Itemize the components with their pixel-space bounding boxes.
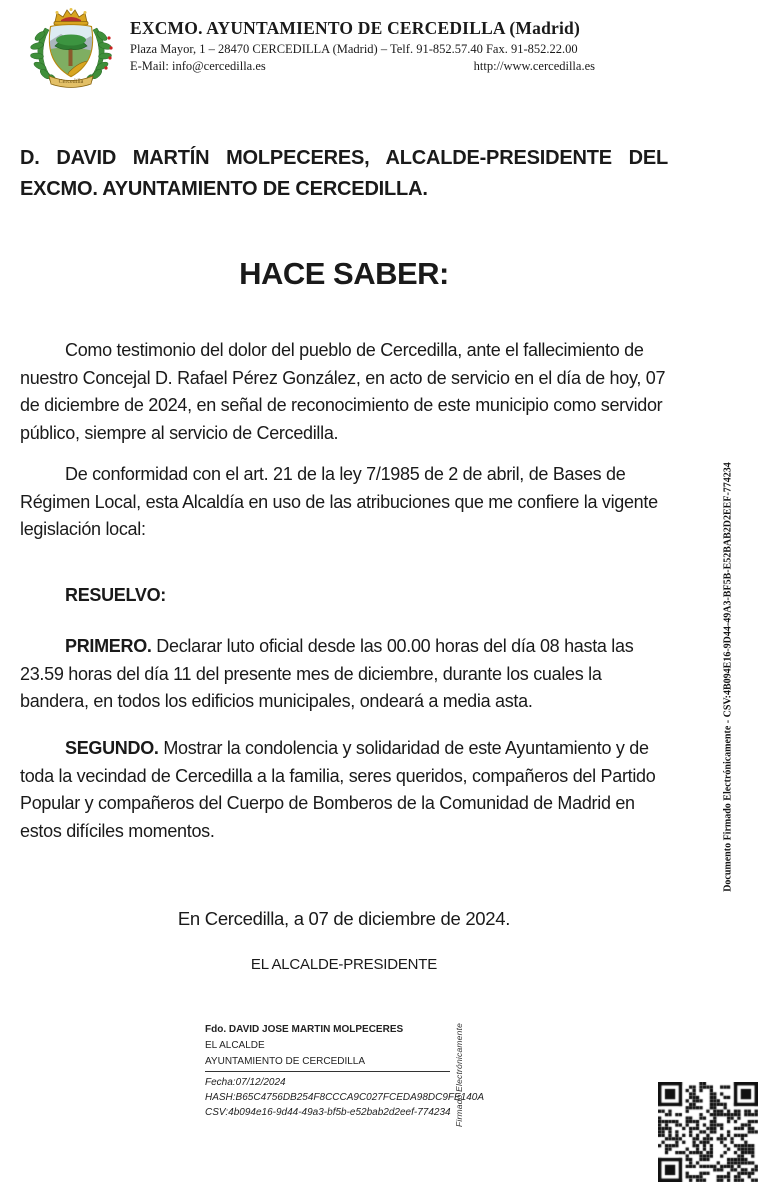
paragraph-testimonio: Como testimonio del dolor del pueblo de Cercedilla, ante el fallecimiento de nuestro Concejal D. Rafael Pérez González, en acto de servicio en el día de hoy, 07 de diciembre de 2024, en señal de reconocimiento de este municipio como servidor público, siempre al servicio de Cercedilla. [20, 340, 666, 443]
primero-label: PRIMERO. [65, 636, 152, 656]
crown-icon [54, 8, 88, 25]
primero-text: Declarar luto oficial desde las 00.00 horas del día 08 hasta las 23.59 horas del día 11 del presente mes de diciembre, durante los cuales la bandera, en todos los edificios municipales, ondeará a media asta. [20, 636, 634, 711]
announce-title: HACE SABER: [239, 256, 449, 291]
signed-electronically-stamp: Firmado Electrónicamente [454, 1022, 464, 1128]
resuelvo-label: RESUELVO: [65, 585, 166, 605]
org-address: Plaza Mayor, 1 – 28470 CERCEDILLA (Madrid) – Telf. 91-852.57.40 Fax. 91-852.22.00 [130, 42, 578, 56]
letterhead [0, 0, 768, 100]
segundo-text: Mostrar la condolencia y solidaridad de este Ayuntamiento y de toda la vecindad de Cercedilla a la familia, seres queridos, compañeros del Partido Popular y compañeros del Cuerpo de Bomberos de la Comunidad de Madrid en estos difíciles momentos. [20, 738, 656, 841]
org-name: EXCMO. AYUNTAMIENTO DE CERCEDILLA (Madrid) [130, 18, 581, 38]
svg-text:Cercedilla: Cercedilla [58, 79, 84, 85]
signature-name: Fdo. DAVID JOSE MARTIN MOLPECERES [205, 1024, 404, 1035]
cercedilla-coat-of-arms-icon [25, 6, 117, 96]
signer-title: EL ALCALDE-PRESIDENTE [250, 956, 438, 973]
letterhead-text [130, 18, 690, 74]
document-csv-vertical-text: Documento Firmado Electrónicamente - CSV:4B094E16-9D44-49A3-BF5B-E52BAB2D2EEF-774234 [722, 462, 734, 892]
org-website: http://www.cercedilla.es [473, 59, 595, 73]
shield-icon [45, 24, 97, 78]
paragraph-segundo [20, 735, 668, 845]
org-email: E-Mail: info@cercedilla.es [130, 59, 266, 73]
qr-code [658, 1082, 758, 1182]
date-line: En Cercedilla, a 07 de diciembre de 2024. [177, 908, 511, 929]
paragraph-primero [20, 633, 668, 716]
signature-org: AYUNTAMIENTO DE CERCEDILLA [205, 1054, 450, 1072]
signature-role: EL ALCALDE [205, 1040, 265, 1051]
segundo-label: SEGUNDO. [65, 738, 159, 758]
document-heading: D. DAVID MARTÍN MOLPECERES, ALCALDE-PRESIDENTE DEL EXCMO. AYUNTAMIENTO DE CERCEDILLA. [20, 147, 668, 200]
name-banner-icon [49, 76, 93, 88]
signature-csv: CSV:4b094e16-9d44-49a3-bf5b-e52bab2d2eef-774234 [205, 1107, 451, 1118]
signature-date: Fecha:07/12/2024 [205, 1077, 286, 1088]
paragraph-conformidad: De conformidad con el art. 21 de la ley 7/1985 de 2 de abril, de Bases de Régimen Local, esta Alcaldía en uso de las atribuciones que me confiere la vigente legislación local: [20, 464, 658, 539]
signature-hash: HASH:B65C4756DB254F8CCCA9C027FCEDA98DC9FE140A [205, 1092, 485, 1103]
